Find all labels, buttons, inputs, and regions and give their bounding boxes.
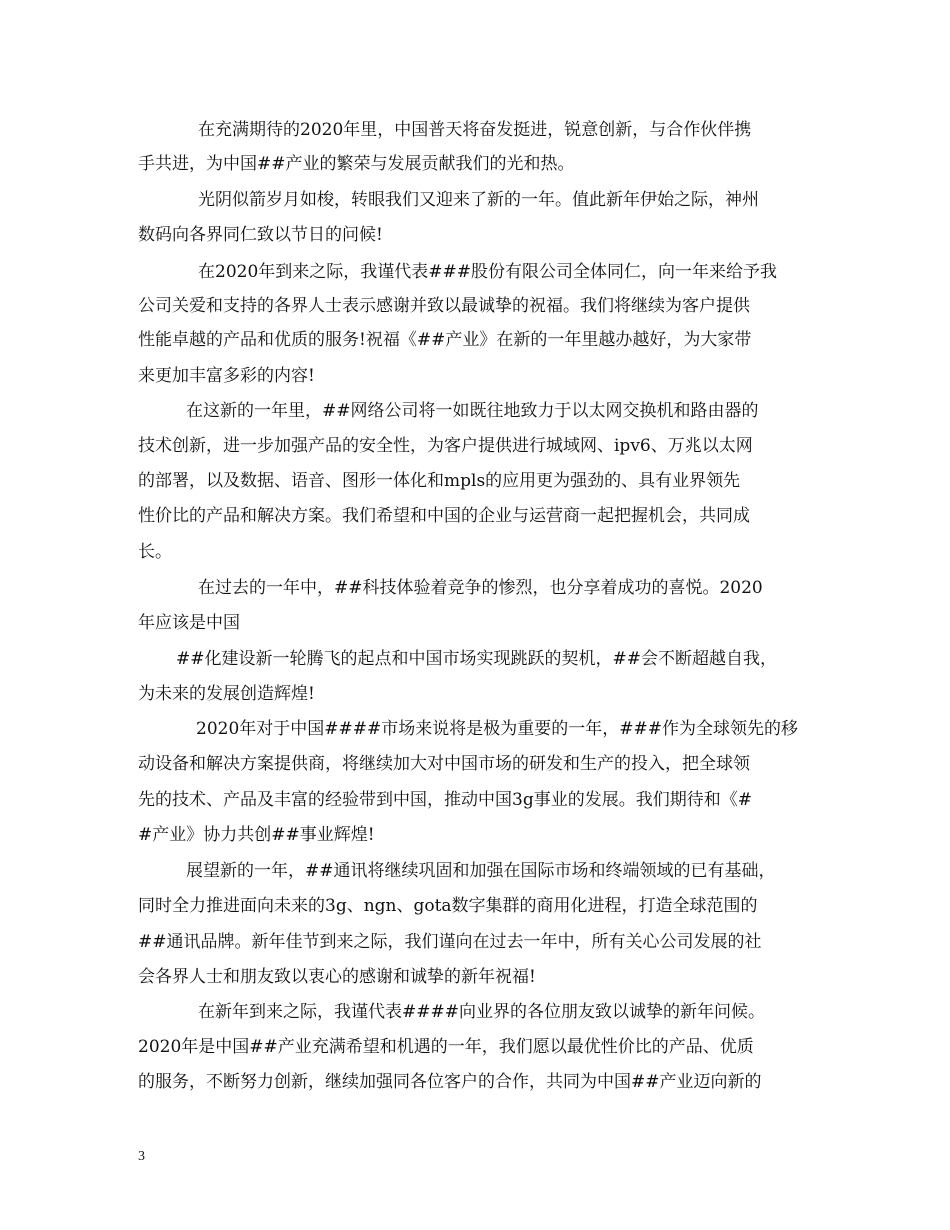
text-line: 长。 xyxy=(138,542,172,562)
text-line: 性能卓越的产品和优质的服务!祝福《##产业》在新的一年里越办越好，为大家带 xyxy=(138,330,752,350)
text-line: 手共进，为中国##产业的繁荣与发展贡献我们的光和热。 xyxy=(138,154,575,174)
text-line: 在2020年到来之际，我谨代表###股份有限公司全体同仁，向一年来给予我 xyxy=(198,262,777,282)
text-line: 展望新的一年，##通讯将继续巩固和加强在国际市场和终端领域的已有基础， xyxy=(186,861,776,881)
text-line: #产业》协力共创##事业辉煌! xyxy=(138,825,375,845)
text-line: 在过去的一年中，##科技体验着竞争的惨烈，也分享着成功的喜悦。2020 xyxy=(198,578,763,598)
text-line: 年应该是中国 xyxy=(138,613,240,633)
text-line: 会各界人士和朋友致以衷心的感谢和诚挚的新年祝福! xyxy=(138,967,536,987)
text-line: ##化建设新一轮腾飞的起点和中国市场实现跳跃的契机，##会不断超越自我， xyxy=(176,649,777,669)
text-line: 性价比的产品和解决方案。我们希望和中国的企业与运营商一起把握机会，共同成 xyxy=(138,506,750,526)
text-line: 数码向各界同仁致以节日的问候! xyxy=(138,225,383,245)
text-line: 在新年到来之际，我谨代表####向业界的各位朋友致以诚挚的新年问候。 xyxy=(198,1002,765,1022)
text-line: 技术创新，进一步加强产品的安全性，为客户提供进行城域网、ipv6、万兆以太网 xyxy=(138,436,753,456)
text-line: 的部署，以及数据、语音、图形一体化和mpls的应用更为强劲的、具有业界领先 xyxy=(138,471,741,491)
text-line: 2020年对于中国####市场来说将是极为重要的一年，###作为全球领先的移 xyxy=(196,719,798,739)
text-line: 公司关爱和支持的各界人士表示感谢并致以最诚挚的祝福。我们将继续为客户提供 xyxy=(138,296,750,316)
text-line: 为未来的发展创造辉煌! xyxy=(138,684,315,704)
page-number: 3 xyxy=(138,1149,145,1164)
text-line: 的服务，不断努力创新，继续加强同各位客户的合作，共同为中国##产业迈向新的 xyxy=(138,1072,762,1092)
text-line: 2020年是中国##产业充满希望和机遇的一年，我们愿以最优性价比的产品、优质 xyxy=(138,1037,754,1057)
text-line: 先的技术、产品及丰富的经验带到中国，推动中国3g事业的发展。我们期待和《# xyxy=(138,790,752,810)
text-line: 来更加丰富多彩的内容! xyxy=(138,366,315,386)
text-line: 动设备和解决方案提供商，将继续加大对中国市场的研发和生产的投入，把全球领 xyxy=(138,754,750,774)
text-line: 光阴似箭岁月如梭，转眼我们又迎来了新的一年。值此新年伊始之际，神州 xyxy=(198,190,759,210)
text-line: 同时全力推进面向未来的3g、ngn、gota数字集群的商用化进程，打造全球范围的 xyxy=(138,896,758,916)
text-line: ##通讯品牌。新年佳节到来之际，我们谨向在过去一年中，所有关心公司发展的社 xyxy=(138,932,762,952)
text-line: 在这新的一年里，##网络公司将一如既往地致力于以太网交换机和路由器的 xyxy=(186,401,759,421)
text-line: 在充满期待的2020年里，中国普天将奋发挺进，锐意创新，与合作伙伴携 xyxy=(198,120,752,140)
